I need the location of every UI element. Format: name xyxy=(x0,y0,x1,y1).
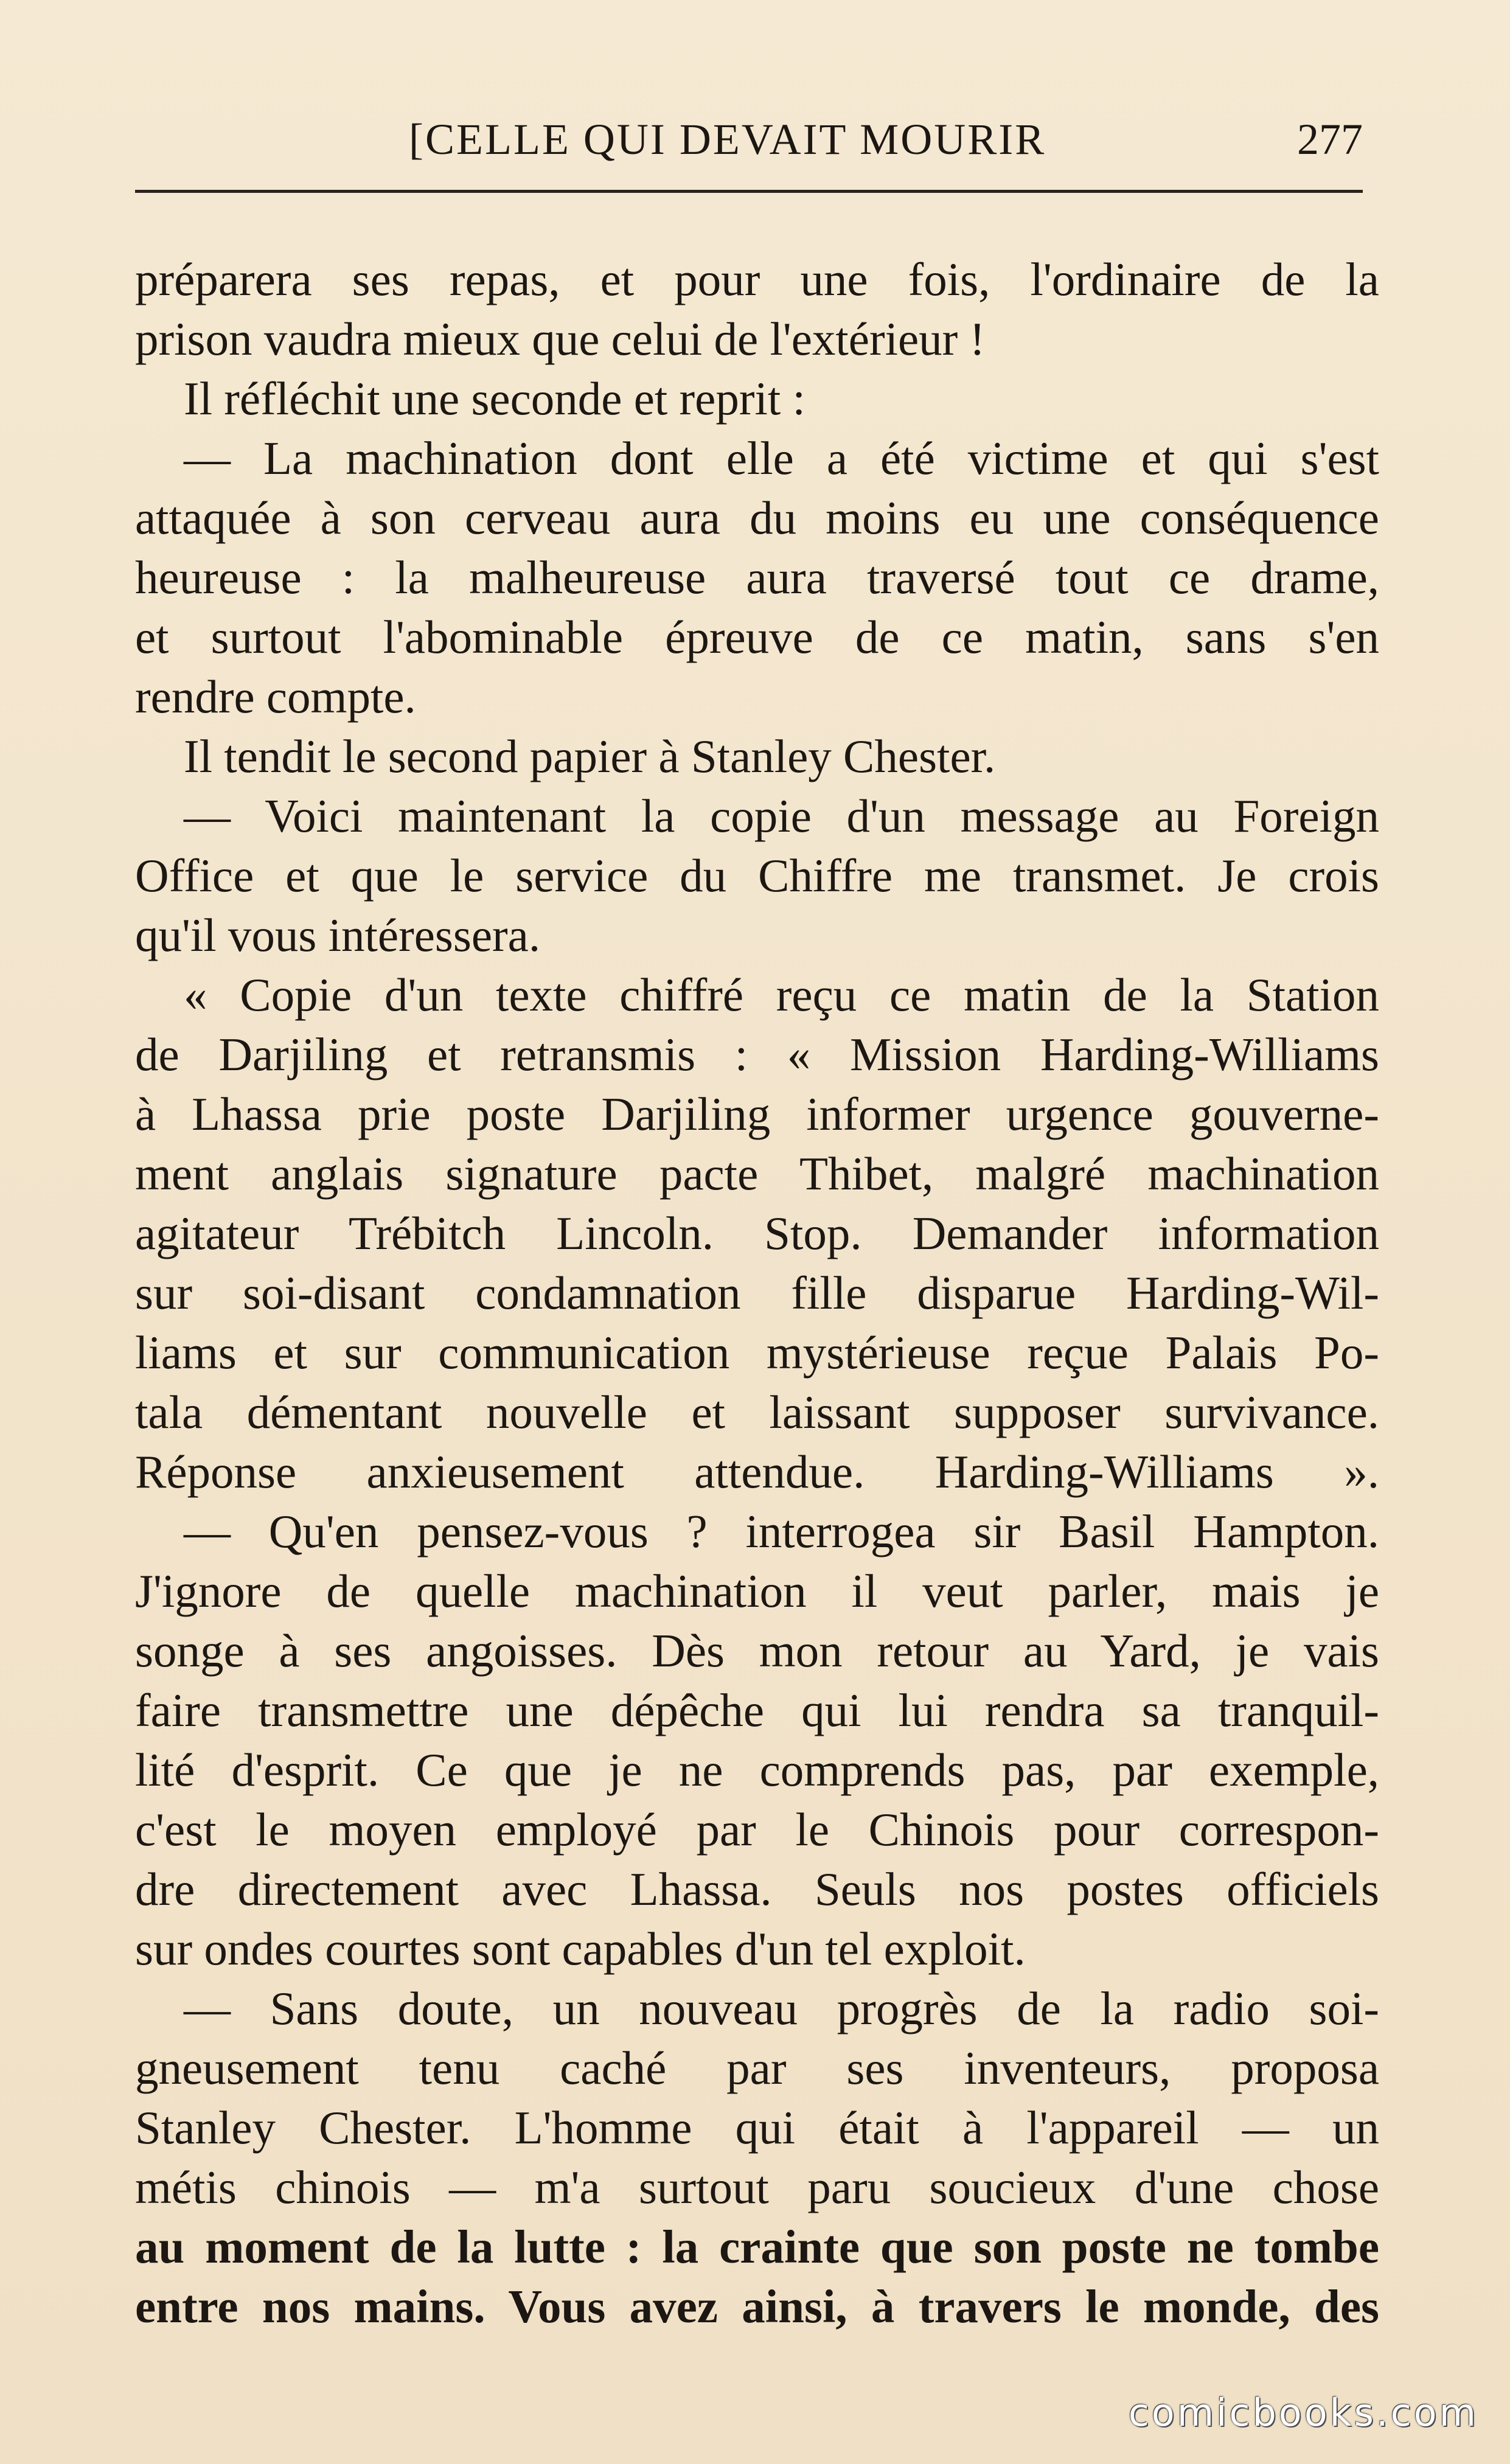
text-line: Réponse anxieusement attendue. Harding-Williams ». xyxy=(135,1446,1379,1498)
text-line: liams et sur communication mystérieuse reçue Palais Po- xyxy=(135,1326,1379,1379)
text-line: dre directement avec Lhassa. Seuls nos postes officiels xyxy=(135,1863,1379,1915)
text-line: attaquée à son cerveau aura du moins eu une conséquence xyxy=(135,492,1379,544)
page-number: 277 xyxy=(1297,115,1363,164)
text-line: « Copie d'un texte chiffré reçu ce matin de la Station xyxy=(184,969,1379,1021)
text-line: au moment de la lutte : la crainte que son poste ne tombe xyxy=(135,2221,1379,2273)
text-line: rendre compte. xyxy=(135,670,416,723)
text-line: faire transmettre une dépêche qui lui rendra sa tranquil- xyxy=(135,1684,1379,1736)
header-rule xyxy=(135,190,1363,193)
text-line: à Lhassa prie poste Darjiling informer urgence gouverne- xyxy=(135,1088,1379,1140)
text-line: agitateur Trébitch Lincoln. Stop. Demander information xyxy=(135,1207,1379,1259)
running-head xyxy=(135,103,1363,176)
text-line: Stanley Chester. L'homme qui était à l'appareil — un xyxy=(135,2101,1379,2154)
text-line: métis chinois — m'a surtout paru soucieux d'une chose xyxy=(135,2161,1379,2213)
text-line: Il réfléchit une seconde et reprit : xyxy=(184,372,805,425)
text-line: qu'il vous intéressera. xyxy=(135,909,541,961)
text-line: J'ignore de quelle machination il veut parler, mais je xyxy=(135,1565,1379,1617)
text-line: et surtout l'abominable épreuve de ce matin, sans s'en xyxy=(135,611,1379,663)
text-line: c'est le moyen employé par le Chinois pour correspon- xyxy=(135,1803,1379,1856)
text-line: gneusement tenu caché par ses inventeurs, proposa xyxy=(135,2042,1379,2094)
text-line: Office et que le service du Chiffre me transmet. Je crois xyxy=(135,849,1379,902)
text-line: heureuse : la malheureuse aura traversé tout ce drame, xyxy=(135,551,1379,604)
body-text xyxy=(135,249,1379,2336)
text-line: — Voici maintenant la copie d'un message au Foreign xyxy=(184,790,1379,842)
running-title: [CELLE QUI DEVAIT MOURIR xyxy=(409,115,1046,164)
watermark: comicbooks.com xyxy=(1128,2390,1478,2435)
text-line: ment anglais signature pacte Thibet, malgré machination xyxy=(135,1147,1379,1200)
text-line: préparera ses repas, et pour une fois, l'ordinaire de la xyxy=(135,253,1379,305)
text-line: entre nos mains. Vous avez ainsi, à travers le monde, des xyxy=(135,2280,1379,2333)
text-line: — Sans doute, un nouveau progrès de la radio soi- xyxy=(184,1982,1379,2034)
text-line: — La machination dont elle a été victime et qui s'est xyxy=(184,432,1379,484)
text-line: de Darjiling et retransmis : « Mission Harding-Williams xyxy=(135,1028,1379,1081)
text-line: tala démentant nouvelle et laissant supposer survivance. xyxy=(135,1386,1379,1438)
text-line: Il tendit le second papier à Stanley Chester. xyxy=(184,730,996,782)
text-line: prison vaudra mieux que celui de l'extérieur ! xyxy=(135,313,986,365)
text-line: — Qu'en pensez-vous ? interrogea sir Basil Hampton. xyxy=(184,1505,1379,1557)
text-line: sur ondes courtes sont capables d'un tel exploit. xyxy=(135,1923,1026,1975)
text-line: sur soi-disant condamnation fille disparue Harding-Wil- xyxy=(135,1267,1379,1319)
text-line: lité d'esprit. Ce que je ne comprends pas, par exemple, xyxy=(135,1744,1379,1796)
text-line: songe à ses angoisses. Dès mon retour au Yard, je vais xyxy=(135,1624,1379,1677)
